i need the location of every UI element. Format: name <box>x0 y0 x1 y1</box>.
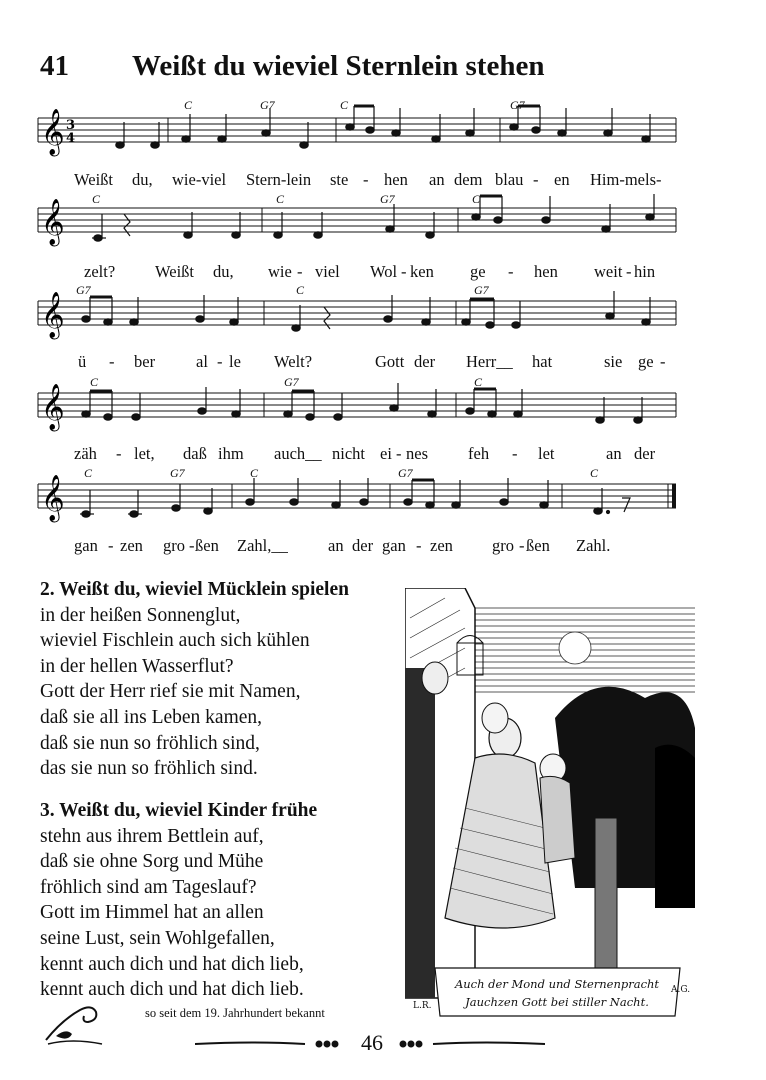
engraving-illustration <box>405 588 695 1028</box>
lyric-syllable: - <box>363 170 369 189</box>
verse-line: kennt auch dich und hat dich lieb. <box>40 979 304 1001</box>
mother-children-moon-engraving <box>405 588 695 1028</box>
lyric-syllable: hin <box>634 262 656 281</box>
lyric-syllable: - <box>116 444 122 463</box>
lyric-syllable: gro <box>163 536 185 555</box>
music-staff <box>38 283 678 343</box>
verse-line: daß sie nun so fröhlich sind, <box>40 732 260 754</box>
treble-clef-icon: 𝄞 <box>41 109 65 155</box>
lyric-syllable: feh <box>468 444 490 463</box>
staff-system-4 <box>38 375 678 435</box>
music-staff <box>38 375 678 435</box>
lyric-syllable: ken <box>410 262 434 281</box>
lyric-syllable: der <box>634 444 656 463</box>
chord-symbol: G7 <box>380 192 395 206</box>
chord-symbol: C <box>90 375 99 389</box>
lyric-syllable: du, <box>132 170 153 189</box>
verse-heading: 2. Weißt du, wieviel Mücklein spielen <box>40 579 349 600</box>
chord-symbol: G7 <box>170 466 185 480</box>
lyric-syllable: Herr__ <box>466 352 513 371</box>
song-number: 41 <box>40 50 69 82</box>
lyric-syllable: - <box>660 352 666 371</box>
music-staff <box>38 100 678 160</box>
lyric-syllable: - <box>297 262 303 281</box>
lyric-syllable: hat <box>532 352 553 371</box>
lyric-syllable: - <box>401 262 407 281</box>
staff-system-1 <box>38 100 678 160</box>
lyric-syllable: - <box>512 444 518 463</box>
svg-text:4: 4 <box>66 131 76 146</box>
lyric-syllable: Him-mels- <box>590 170 662 189</box>
song-title: Weißt du wieviel Sternlein stehen <box>132 50 545 82</box>
chord-symbol: G7 <box>260 98 275 112</box>
lyric-syllable: zen <box>120 536 143 555</box>
chord-symbol: G7 <box>76 283 91 297</box>
lyric-syllable: der <box>352 536 374 555</box>
lyric-syllable: ei <box>380 444 392 463</box>
chord-symbol: G7 <box>474 283 489 297</box>
verse-line: Gott im Himmel hat an allen <box>40 902 264 924</box>
chord-symbol: C <box>184 98 193 112</box>
lyric-syllable: du, <box>213 262 234 281</box>
chord-symbol: C <box>276 192 285 206</box>
lyric-syllable: gan <box>74 536 98 555</box>
lyric-syllable: let, <box>134 444 155 463</box>
lyric-syllable: - <box>519 536 525 555</box>
lyric-syllable: Gott <box>375 352 405 371</box>
lyric-syllable: - <box>109 352 115 371</box>
lyric-syllable: gro <box>492 536 514 555</box>
music-staff <box>38 466 678 526</box>
lyric-syllable: al <box>196 352 208 371</box>
lyric-syllable: sie <box>604 352 623 371</box>
lyric-syllable: ge <box>638 352 654 371</box>
chord-symbol: C <box>296 283 305 297</box>
lyric-syllable: Zahl,__ <box>237 536 288 555</box>
staff-system-5 <box>38 466 678 526</box>
lyric-syllable: ü <box>78 352 87 371</box>
lyric-syllable: nicht <box>332 444 365 463</box>
verse-line: kennt auch dich und hat dich lieb, <box>40 953 304 975</box>
verse-heading: 3. Weißt du, wieviel Kinder frühe <box>40 800 318 821</box>
verse-line: seine Lust, sein Wohlgefallen, <box>40 927 275 949</box>
lyric-syllable: Stern-lein <box>246 170 312 189</box>
chord-symbol: C <box>472 192 481 206</box>
chord-symbol: C <box>340 98 349 112</box>
lyric-syllable: ßen <box>195 536 219 555</box>
chord-symbol: G7 <box>510 98 525 112</box>
lyric-syllable: ßen <box>526 536 550 555</box>
lyric-syllable: Zahl. <box>576 536 611 555</box>
chord-symbol: C <box>590 466 599 480</box>
lyric-syllable: an <box>328 536 344 555</box>
verse-line: Gott der Herr rief sie mit Namen, <box>40 681 301 703</box>
treble-clef-icon: 𝄞 <box>41 292 65 338</box>
footnote: so seit dem 19. Jahrhundert bekannt <box>145 1006 325 1020</box>
chord-symbol: C <box>84 466 93 480</box>
chord-symbol: C <box>474 375 483 389</box>
lyric-syllable: gan <box>382 536 406 555</box>
lyric-syllable: zen <box>430 536 453 555</box>
verse-line: in der heißen Sonnenglut, <box>40 604 241 626</box>
verse-3 <box>40 798 317 1003</box>
lyric-syllable: blau <box>495 170 524 189</box>
lyric-syllable: - <box>108 536 114 555</box>
lyric-syllable: hen <box>384 170 408 189</box>
lyric-syllable: Wol <box>370 262 398 281</box>
staff-system-3 <box>38 283 678 343</box>
verse-line: fröhlich sind am Tageslauf? <box>40 876 257 898</box>
lyric-syllable: hen <box>534 262 558 281</box>
verse-line: in der hellen Wasserflut? <box>40 655 234 677</box>
chord-symbol: C <box>250 466 259 480</box>
lyric-syllable: weit <box>594 262 623 281</box>
verse-line: daß sie all ins Leben kamen, <box>40 706 263 728</box>
chord-symbol: C <box>92 192 101 206</box>
treble-clef-icon: 𝄞 <box>41 199 65 245</box>
lyric-syllable: wie-viel <box>172 170 227 189</box>
lyric-syllable: der <box>414 352 436 371</box>
lyric-syllable: zäh <box>74 444 97 463</box>
lyric-syllable: - <box>396 444 402 463</box>
lyric-syllable: Weißt <box>155 262 194 281</box>
lyric-syllable: viel <box>315 262 340 281</box>
lyric-syllable: - <box>508 262 514 281</box>
lyric-syllable: Welt? <box>274 352 313 371</box>
lyric-syllable: - <box>217 352 223 371</box>
caption-line2: Jauchzen Gott bei stiller Nacht. <box>465 995 649 1009</box>
lyric-syllable: daß <box>183 444 207 463</box>
lyric-syllable: ihm <box>218 444 244 463</box>
staff-system-2 <box>38 190 678 250</box>
lyric-syllable: - <box>533 170 539 189</box>
verse-line: das sie nun so fröhlich sind. <box>40 758 258 780</box>
lyric-syllable: - <box>416 536 422 555</box>
verse-line: stehn aus ihrem Bettlein auf, <box>40 825 264 847</box>
lyric-syllable: ge <box>470 262 486 281</box>
lyric-syllable: auch__ <box>274 444 322 463</box>
lyric-syllable: an <box>429 170 445 189</box>
lyric-syllable: zelt? <box>84 262 116 281</box>
verse-line: daß sie ohne Sorg und Mühe <box>40 851 264 873</box>
artist-signature-right: A.G. <box>671 985 691 995</box>
page-footer <box>195 1030 545 1060</box>
verse-line: wieviel Fischlein auch sich kühlen <box>40 630 310 652</box>
treble-clef-icon: 𝄞 <box>41 384 65 430</box>
lyric-syllable: an <box>606 444 622 463</box>
lyric-syllable: let <box>538 444 555 463</box>
treble-clef-icon: 𝄞 <box>41 475 65 521</box>
chord-symbol: G7 <box>284 375 299 389</box>
verse-2 <box>40 577 349 782</box>
flourish-ornament-icon <box>42 1000 104 1048</box>
lyric-syllable: - <box>626 262 632 281</box>
lyric-syllable: nes <box>406 444 428 463</box>
artist-signature-left: L.R. <box>413 1001 432 1011</box>
title-row <box>40 50 740 94</box>
chord-symbol: G7 <box>398 466 413 480</box>
lyric-syllable: ste <box>330 170 349 189</box>
music-staff <box>38 190 678 250</box>
lyric-syllable: le <box>229 352 241 371</box>
page-number: 46 <box>361 1030 383 1055</box>
lyric-syllable: Weißt <box>74 170 113 189</box>
lyric-syllable: wie <box>268 262 292 281</box>
lyric-syllable: - <box>189 536 195 555</box>
lyric-syllable: en <box>554 170 570 189</box>
lyric-syllable: dem <box>454 170 483 189</box>
time-signature: 3 <box>66 118 76 133</box>
lyric-syllable: ber <box>134 352 156 371</box>
caption-line1: Auch der Mond und Sternenpracht <box>454 977 660 991</box>
